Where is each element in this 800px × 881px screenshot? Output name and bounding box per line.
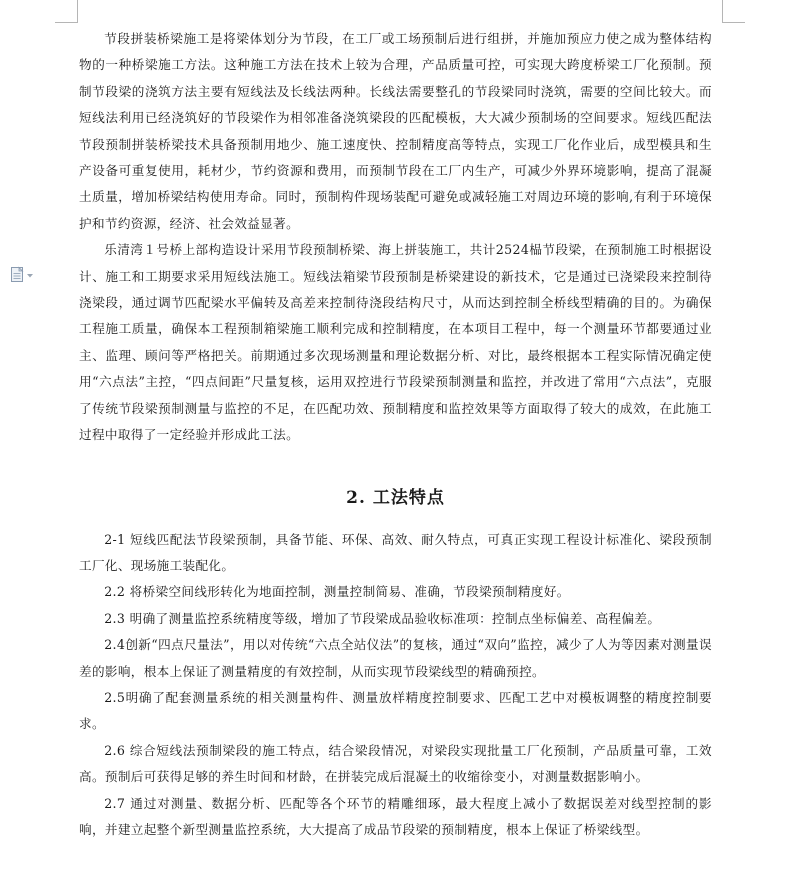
feature-item-2-6: 2.6 综合短线法预制梁段的施工特点，结合梁段情况，对梁段实现批量工厂化预制，产品质量可靠，工效高。预制后可获得足够的养生时间和材龄，在拼装完成后混凝土的收缩徐变小，对测量数据影响小。 bbox=[79, 742, 712, 785]
feature-item-2-1: 2-1 短线匹配法节段梁预制，具备节能、环保、高效、耐久特点，可真正实现工程设计标准化、梁段预制工厂化、现场施工装配化。 bbox=[79, 531, 712, 573]
feature-item-2-3: 2.3 明确了测量监控系统精度等级，增加了节段梁成品验收标准项：控制点坐标偏差、高程偏差。 bbox=[104, 610, 661, 626]
page-corner-mark-right bbox=[722, 0, 745, 23]
document-body bbox=[79, 26, 712, 843]
intro-paragraph-2: 乐清湾１号桥上部构造设计采用节段预制桥梁、海上拼装施工，共计2524榀节段梁，在预制施工时根据设计、施工和工期要求采用短线法施工。短线法箱梁节段预制是桥梁建设的新技术，它是通过已浇梁段来控制待浇梁段，通过调节匹配梁水平偏转及高差来控制待浇段结构尺寸，从而达到控制全桥线型精确的目的。为确保工程施工质量，确保本工程预制箱梁施工顺利完成和控制精度，在本项目工程中，每一个测量环节都要通过业主、监理、顾问等严格把关。前期通过多次现场测量和理论数据分析、对比，最终根据本工程实际情况确定使用“六点法”主控，“四点间距”尺量复核，运用双控进行节段梁预制测量和监控，并改进了常用“六点法”，克服了传统节段梁预制测量与监控的不足，在匹配功效、预制精度和监控效果等方面取得了较大的成效，在此施工过程中取得了一定经验并形成此工法。 bbox=[79, 242, 712, 443]
feature-item-2-7: 2.7 通过对测量、数据分析、匹配等各个环节的精雕细琢，最大程度上减小了数据误差对线型控制的影响，并建立起整个新型测量监控系统，大大提高了成品节段梁的预制精度，根本上保证了桥梁线型。 bbox=[79, 795, 712, 837]
feature-item-2-5: 2.5明确了配套测量系统的相关测量构件、测量放样精度控制要求、匹配工艺中对模板调整的精度控制要求。 bbox=[79, 689, 712, 732]
section-heading: 2. 工法特点 bbox=[346, 487, 445, 508]
page-corner-mark-left bbox=[55, 0, 78, 23]
feature-item-2-4: 2.4创新“四点尺量法”，用以对传统“六点全站仪法”的复核，通过“双向”监控，减少了人为等因素对测量误差的影响，根本上保证了测量精度的有效控制，从而实现节段梁线型的精确预控。 bbox=[79, 637, 712, 679]
document-comment-icon[interactable] bbox=[10, 266, 38, 284]
feature-item-2-2: 2.2 将桥梁空间线形转化为地面控制，测量控制简易、准确，节段梁预制精度好。 bbox=[104, 584, 570, 600]
intro-paragraph-1: 节段拼装桥梁施工是将梁体划分为节段，在工厂或工场预制后进行组拼，并施加预应力使之成为整体结构物的一种桥梁施工方法。这种施工方法在技术上较为合理，产品质量可控，可实现大跨度桥梁工厂化预制。预制节段梁的浇筑方法主要有短线法及长线法两种。长线法需要整孔的节段梁同时浇筑，需要的空间比较大。而短线法利用已经浇筑好的节段梁作为相邻准备浇筑梁段的匹配模板，大大减少预制场的空间要求。短线匹配法节段预制拼装桥梁技术具备预制用地少、施工速度快、控制精度高等特点，实现工厂化作业后，成型模具和生产设备可重复使用，耗材少，节约资源和费用，而预制节段在工厂内生产，可减少外界环境影响，提高了混凝土质量，增加桥梁结构使用寿命。同时，预制构件现场装配可避免或减轻施工对周边环境的影响,有利于环境保护和节约资源，经济、社会效益显著。 bbox=[79, 31, 712, 231]
